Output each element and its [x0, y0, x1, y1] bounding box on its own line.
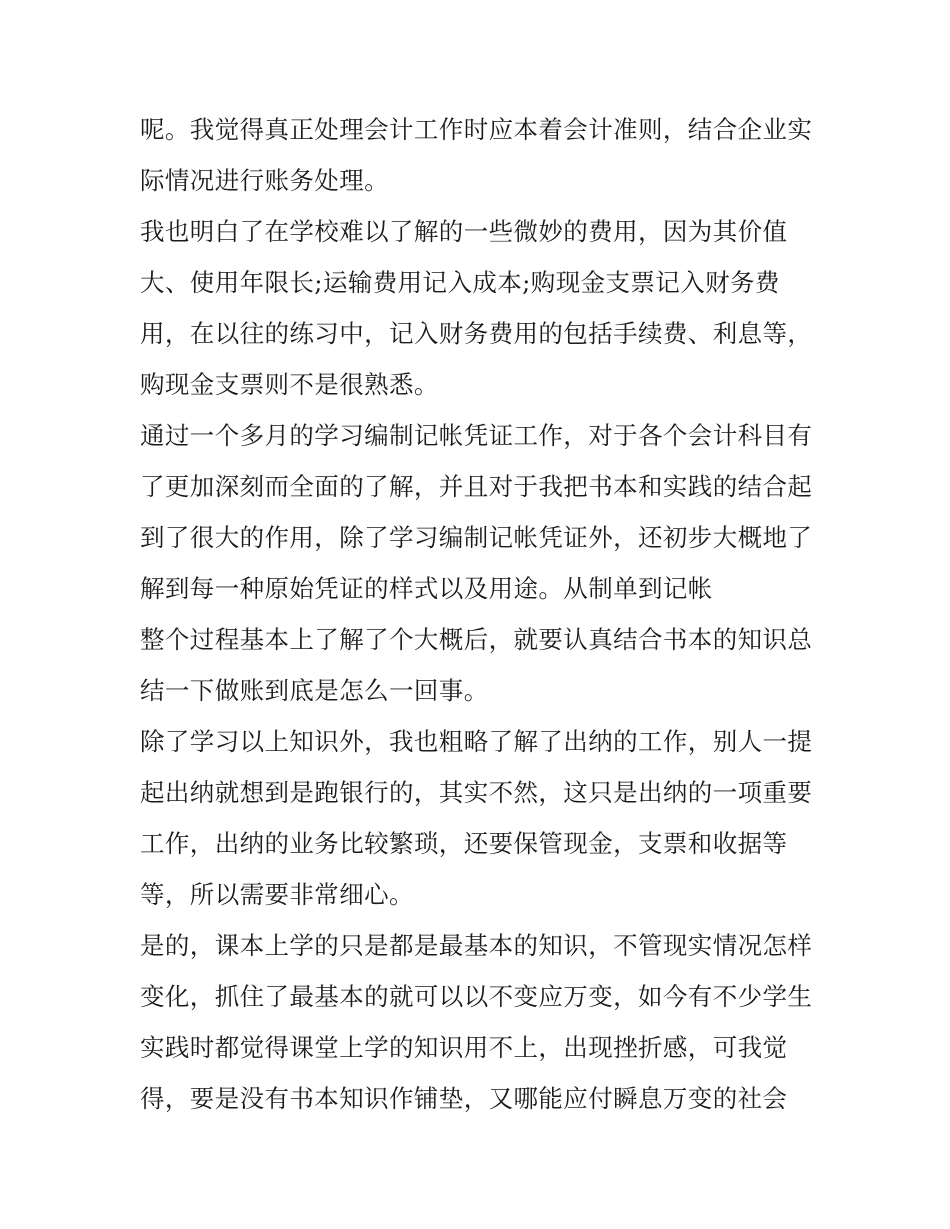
- text-line-8: 了更加深刻而全面的了解，并且对于我把书本和实践的结合起: [140, 472, 813, 501]
- text-line-20: 得，要是没有书本知识作铺垫，又哪能应付瞬息万变的社会: [140, 1084, 788, 1113]
- text-line-5: 用，在以往的练习中，记入财务费用的包括手续费、利息等，: [140, 319, 813, 348]
- text-line-6: 购现金支票则不是很熟悉。: [140, 370, 439, 399]
- text-line-10: 解到每一种原始凭证的样式以及用途。从制单到记帐: [140, 574, 713, 603]
- text-line-3: 我也明白了在学校难以了解的一些微妙的费用，因为其价值: [140, 217, 788, 246]
- text-line-7: 通过一个多月的学习编制记帐凭证工作，对于各个会计科目有: [140, 421, 813, 450]
- text-line-18: 变化，抓住了最基本的就可以以不变应万变，如今有不少学生: [140, 982, 813, 1011]
- text-line-11: 整个过程基本上了解了个大概后，就要认真结合书本的知识总: [140, 625, 813, 654]
- text-line-16: 等，所以需要非常细心。: [140, 880, 414, 909]
- text-line-2: 际情况进行账务处理。: [140, 166, 389, 195]
- text-line-15: 工作，出纳的业务比较繁琐，还要保管现金，支票和收据等: [140, 829, 788, 858]
- text-line-13: 除了学习以上知识外，我也粗略了解了出纳的工作，别人一提: [140, 727, 813, 756]
- text-line-19: 实践时都觉得课堂上学的知识用不上，出现挫折感，可我觉: [140, 1033, 788, 1062]
- text-line-14: 起出纳就想到是跑银行的，其实不然，这只是出纳的一项重要: [140, 778, 813, 807]
- text-line-12: 结一下做账到底是怎么一回事。: [140, 676, 489, 705]
- text-line-17: 是的，课本上学的只是都是最基本的知识，不管现实情况怎样: [140, 931, 813, 960]
- text-line-4: 大、使用年限长;运输费用记入成本;购现金支票记入财务费: [140, 268, 780, 297]
- text-line-9: 到了很大的作用，除了学习编制记帐凭证外，还初步大概地了: [140, 523, 813, 552]
- text-line-1: 呢。我觉得真正处理会计工作时应本着会计准则，结合企业实: [140, 115, 813, 144]
